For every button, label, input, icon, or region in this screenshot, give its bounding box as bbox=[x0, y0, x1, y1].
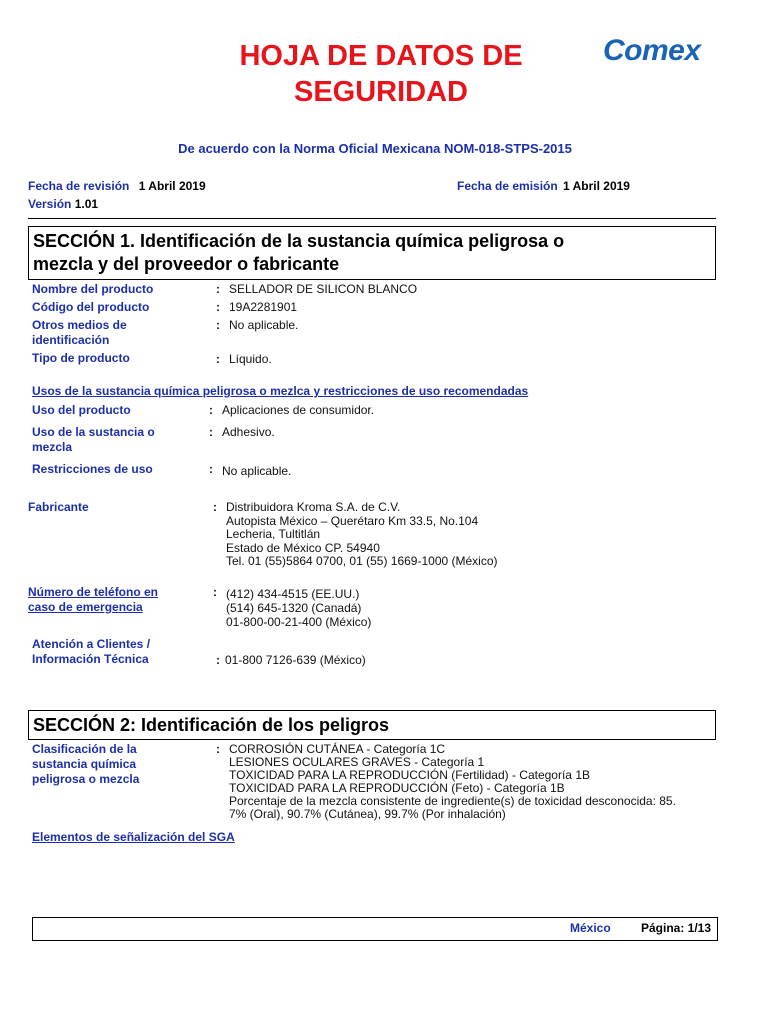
footer-country: México bbox=[570, 921, 611, 935]
support-label-line-2: Información Técnica bbox=[32, 652, 149, 666]
emergency-phone-link[interactable] bbox=[28, 585, 158, 615]
revision-value: 1 Abril 2019 bbox=[138, 179, 206, 193]
manufacturer-address bbox=[226, 501, 498, 569]
uses-heading-link[interactable]: Usos de la sustancia química peligrosa o mezlca y restricciones de uso recomendadas bbox=[32, 384, 529, 398]
revision-label: Fecha de revisión bbox=[28, 179, 130, 193]
other-id-label bbox=[32, 318, 127, 348]
colon: : bbox=[213, 585, 217, 599]
classification-label-line-3: peligrosa o mezcla bbox=[32, 772, 140, 786]
manufacturer-line: Tel. 01 (55)5864 0700, 01 (55) 1669-1000 (México) bbox=[226, 554, 498, 569]
norm-reference: De acuerdo con la Norma Oficial Mexicana NOM-018-STPS-2015 bbox=[178, 141, 572, 156]
emergency-label-line-1: Número de teléfono en bbox=[28, 585, 159, 599]
classification-label bbox=[32, 742, 139, 787]
colon: : bbox=[216, 282, 220, 296]
colon: : bbox=[213, 500, 217, 514]
product-use-label: Uso del producto bbox=[32, 403, 131, 417]
emission-date bbox=[457, 179, 630, 193]
footer-page-number: Página: 1/13 bbox=[641, 921, 712, 935]
emergency-number: 01-800-00-21-400 (México) bbox=[226, 615, 372, 629]
product-use-value: Aplicaciones de consumidor. bbox=[222, 403, 375, 417]
emission-value: 1 Abril 2019 bbox=[563, 179, 630, 193]
classification-line: CORROSIÓN CUTÁNEA - Categoría 1C bbox=[229, 742, 446, 756]
restrictions-value: No aplicable. bbox=[222, 464, 292, 478]
colon: : bbox=[209, 425, 213, 439]
classification-line: 7% (Oral), 90.7% (Cutánea), 99.7% (Por inhalación) bbox=[229, 807, 506, 821]
product-code-label: Código del producto bbox=[32, 300, 150, 314]
product-type-label: Tipo de producto bbox=[32, 351, 130, 365]
classification-label-line-1: Clasificación de la bbox=[32, 742, 137, 756]
section-1-title-line-2: mezcla y del proveedor o fabricante bbox=[33, 254, 340, 274]
emission-label: Fecha de emisión bbox=[457, 179, 558, 193]
other-id-value: No aplicable. bbox=[229, 318, 299, 332]
mix-use-value: Adhesivo. bbox=[222, 425, 275, 439]
emergency-numbers bbox=[226, 587, 371, 629]
manufacturer-label: Fabricante bbox=[28, 500, 89, 514]
version-value: 1.01 bbox=[74, 197, 99, 211]
version-label: Versión bbox=[28, 197, 72, 211]
classification-label-line-2: sustancia química bbox=[32, 757, 137, 771]
product-name-label: Nombre del producto bbox=[32, 282, 154, 296]
page-footer bbox=[32, 917, 718, 941]
support-label bbox=[32, 637, 150, 667]
header-divider bbox=[28, 218, 716, 219]
classification-line: Porcentaje de la mezcla consistente de ingrediente(s) de toxicidad desconocida: 85. bbox=[229, 794, 676, 808]
restrictions-label: Restricciones de uso bbox=[32, 462, 153, 476]
colon: : bbox=[216, 318, 220, 332]
classification-list bbox=[229, 743, 676, 821]
comex-logo: Comex bbox=[603, 34, 701, 67]
section-1-header bbox=[28, 226, 716, 280]
section-1-title-line-1: SECCIÓN 1. Identificación de la sustancia química peligrosa o bbox=[33, 231, 565, 251]
section-2-title: SECCIÓN 2: Identificación de los peligros bbox=[33, 715, 390, 735]
colon: : bbox=[216, 742, 220, 756]
colon: : bbox=[216, 653, 220, 667]
emergency-number: (514) 645-1320 (Canadá) bbox=[226, 601, 362, 615]
manufacturer-line: Distribuidora Kroma S.A. de C.V. bbox=[226, 500, 401, 514]
support-value: 01-800 7126-639 (México) bbox=[225, 653, 366, 667]
product-type-value: Líquido. bbox=[229, 352, 272, 366]
product-name-value: SELLADOR DE SILICON BLANCO bbox=[229, 282, 418, 296]
manufacturer-line: Autopista México – Querétaro Km 33.5, No.104 bbox=[226, 513, 479, 528]
colon: : bbox=[216, 300, 220, 314]
version bbox=[28, 197, 98, 211]
title-line-2: SEGURIDAD bbox=[293, 76, 468, 108]
colon: : bbox=[216, 352, 220, 366]
mix-use-label-line-1: Uso de la sustancia o bbox=[32, 425, 155, 439]
classification-line: TOXICIDAD PARA LA REPRODUCCIÓN (Feto) - Categoría 1B bbox=[229, 781, 565, 795]
emergency-number: (412) 434-4515 (EE.UU.) bbox=[226, 587, 360, 601]
other-id-label-line-2: identificación bbox=[32, 333, 110, 347]
other-id-label-line-1: Otros medios de bbox=[32, 318, 127, 332]
mix-use-label bbox=[32, 425, 155, 455]
support-label-line-1: Atención a Clientes / bbox=[32, 637, 151, 651]
section-2-header bbox=[28, 710, 716, 740]
sga-elements-link[interactable]: Elementos de señalización del SGA bbox=[32, 830, 235, 844]
classification-line: LESIONES OCULARES GRAVES - Categoría 1 bbox=[229, 755, 485, 769]
colon: : bbox=[209, 462, 213, 476]
manufacturer-line: Lecheria, Tultitlán bbox=[226, 527, 321, 542]
manufacturer-line: Estado de México CP. 54940 bbox=[226, 540, 380, 555]
emergency-label-line-2: caso de emergencia bbox=[28, 600, 143, 614]
revision-date bbox=[28, 179, 206, 193]
classification-line: TOXICIDAD PARA LA REPRODUCCIÓN (Fertilidad) - Categoría 1B bbox=[229, 768, 590, 782]
colon: : bbox=[209, 403, 213, 417]
title-line-1: HOJA DE DATOS DE bbox=[239, 40, 523, 72]
product-code-value: 19A2281901 bbox=[229, 300, 298, 314]
mix-use-label-line-2: mezcla bbox=[32, 440, 73, 454]
